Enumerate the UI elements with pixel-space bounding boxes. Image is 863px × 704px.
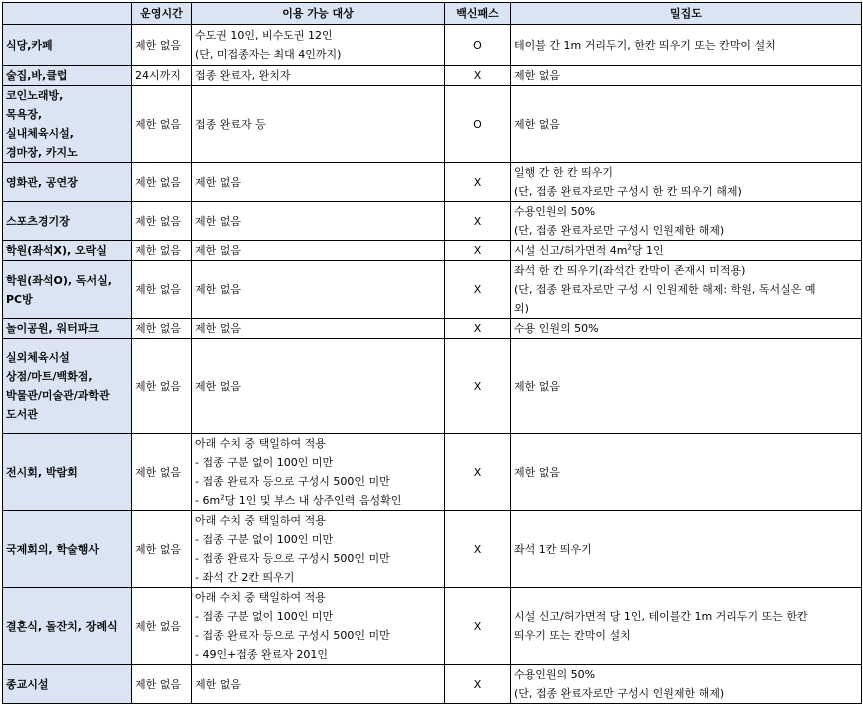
density-rule-line: 띄우기 또는 칸막이 설치	[514, 629, 631, 642]
operating-hours: 제한 없음	[132, 241, 192, 261]
eligible-target-line: 제한 없음	[195, 283, 242, 296]
density-rule-line: 외)	[514, 302, 529, 315]
table-row	[3, 588, 862, 665]
facility-category	[3, 665, 132, 704]
facility-category-line: 영화관, 공연장	[6, 175, 78, 189]
eligible-target	[192, 434, 445, 511]
operating-hours: 제한 없음	[132, 319, 192, 339]
density-rule-line: 제한 없음	[514, 465, 561, 479]
density-rule-line: (단, 접종 완료자로만 구성 시 인원제한 해제: 학원, 독서실은 예	[514, 283, 816, 296]
table-row	[3, 434, 862, 511]
restriction-table	[2, 2, 862, 704]
density-rule-line: (단, 접종 완료자로만 구성시 인원제한 해제)	[514, 687, 725, 700]
eligible-target	[192, 25, 445, 66]
eligible-target-line: 접종 완료자 등	[195, 117, 266, 131]
table-row	[3, 319, 862, 339]
density-rule-line: 제한 없음	[514, 117, 561, 131]
facility-category-line: 식당,카페	[6, 38, 53, 52]
facility-category-line: 실내체육시설,	[6, 127, 74, 140]
eligible-target-line: - 49인+접종 완료자 201인	[195, 648, 329, 661]
eligible-target	[192, 66, 445, 86]
vaccine-pass-mark: X	[445, 66, 511, 86]
facility-category-line: PC방	[6, 292, 33, 306]
eligible-target-line: 제한 없음	[195, 244, 242, 257]
eligible-target-line: - 접종 구분 없이 100인 미만	[195, 456, 334, 469]
density-rule-line: 제한 없음	[514, 379, 561, 393]
density-rule	[511, 588, 862, 665]
operating-hours: 제한 없음	[132, 163, 192, 202]
operating-hours: 제한 없음	[132, 588, 192, 665]
facility-category	[3, 261, 132, 319]
vaccine-pass-mark: X	[445, 163, 511, 202]
eligible-target-line: - $6m^2$당 1인 및 부스 내 상주인력 음성확인	[195, 493, 402, 507]
eligible-target-line: 제한 없음	[195, 175, 242, 189]
eligible-target-line: - 접종 완료자 등으로 구성시 500인 미만	[195, 475, 390, 488]
eligible-target	[192, 202, 445, 241]
eligible-target-line: 아래 수치 중 택일하여 적용	[195, 514, 326, 527]
density-rule-line: 수용인원의 50%	[514, 205, 596, 218]
eligible-target-line: - 좌석 간 2칸 띄우기	[195, 571, 295, 584]
eligible-target	[192, 665, 445, 704]
facility-category	[3, 434, 132, 511]
operating-hours: 제한 없음	[132, 511, 192, 588]
eligible-target-line: 제한 없음	[195, 677, 242, 691]
eligible-target-line: 아래 수치 중 택일하여 적용	[195, 591, 326, 604]
operating-hours: 제한 없음	[132, 665, 192, 704]
header-hours: 운영시간	[132, 3, 192, 25]
eligible-target	[192, 588, 445, 665]
density-rule	[511, 202, 862, 241]
eligible-target-line: 제한 없음	[195, 214, 242, 228]
density-rule	[511, 163, 862, 202]
vaccine-pass-mark: X	[445, 319, 511, 339]
operating-hours: 제한 없음	[132, 261, 192, 319]
header-target: 이용 가능 대상	[192, 3, 445, 25]
density-rule	[511, 241, 862, 261]
density-rule-line: 시설 신고/허가면적 당 1인, 테이블간 1m 거리두기 또는 한칸	[514, 610, 808, 623]
density-rule	[511, 434, 862, 511]
density-rule	[511, 86, 862, 163]
eligible-target-line: - 접종 구분 없이 100인 미만	[195, 610, 334, 623]
facility-category-line: 종교시설	[6, 677, 49, 691]
facility-category	[3, 202, 132, 241]
density-rule	[511, 261, 862, 319]
vaccine-pass-mark: X	[445, 434, 511, 511]
density-rule-line: (단, 접종 완료자로만 구성시 한 칸 띄우기 해제)	[514, 185, 742, 198]
eligible-target-line: - 접종 완료자 등으로 구성시 500인 미만	[195, 629, 390, 642]
table-row	[3, 665, 862, 704]
facility-category-line: 경마장, 카지노	[6, 146, 78, 159]
density-rule	[511, 25, 862, 66]
vaccine-pass-mark: X	[445, 261, 511, 319]
vaccine-pass-mark: O	[445, 86, 511, 163]
facility-category	[3, 25, 132, 66]
facility-category-line: 목욕장,	[6, 108, 43, 121]
facility-category-line: 상점/마트/백화점,	[6, 370, 93, 383]
operating-hours: 제한 없음	[132, 339, 192, 434]
density-rule-line: (단, 접종 완료자로만 구성시 인원제한 해제)	[514, 224, 725, 237]
facility-category	[3, 319, 132, 339]
table-row	[3, 66, 862, 86]
eligible-target-line: - 접종 완료자 등으로 구성시 500인 미만	[195, 552, 390, 565]
eligible-target	[192, 319, 445, 339]
facility-category	[3, 588, 132, 665]
eligible-target	[192, 339, 445, 434]
density-rule-line: 테이블 간 1m 거리두기, 한칸 띄우기 또는 칸막이 설치	[514, 38, 776, 52]
facility-category-line: 결혼식, 돌잔치, 장례식	[6, 619, 118, 633]
vaccine-pass-mark: X	[445, 665, 511, 704]
vaccine-pass-mark: X	[445, 241, 511, 261]
facility-category-line: 술집,바,클럽	[6, 69, 68, 82]
density-rule	[511, 66, 862, 86]
facility-category-line: 도서관	[6, 408, 38, 421]
facility-category	[3, 511, 132, 588]
facility-category	[3, 163, 132, 202]
vaccine-pass-mark: X	[445, 511, 511, 588]
density-rule	[511, 511, 862, 588]
header-vaccine-pass: 백신패스	[445, 3, 511, 25]
table-row	[3, 339, 862, 434]
facility-category-line: 코인노래방,	[6, 89, 64, 102]
facility-category-line: 스포츠경기장	[6, 214, 70, 228]
table-row	[3, 241, 862, 261]
density-rule-line: 시설 신고/허가면적 $4m^2$당 1인	[514, 243, 664, 257]
vaccine-pass-mark: X	[445, 588, 511, 665]
density-rule	[511, 665, 862, 704]
density-rule-line: 제한 없음	[514, 69, 561, 82]
facility-category	[3, 339, 132, 434]
facility-category-line: 국제회의, 학술행사	[6, 542, 100, 556]
facility-category	[3, 86, 132, 163]
eligible-target	[192, 511, 445, 588]
table-row	[3, 163, 862, 202]
facility-category-line: 실외체육시설	[6, 351, 70, 364]
facility-category-line: 박물관/미술관/과학관	[6, 389, 110, 402]
vaccine-pass-mark: X	[445, 339, 511, 434]
density-rule-line: 일행 간 한 칸 띄우기	[514, 166, 613, 179]
eligible-target-line: - 접종 구분 없이 100인 미만	[195, 533, 334, 546]
eligible-target-line: 아래 수치 중 택일하여 적용	[195, 437, 326, 450]
header-category	[3, 3, 132, 25]
table-row	[3, 511, 862, 588]
density-rule-line: 좌석 1칸 띄우기	[514, 542, 592, 556]
operating-hours: 제한 없음	[132, 434, 192, 511]
density-rule-line: 수용인원의 50%	[514, 668, 596, 681]
table-row	[3, 86, 862, 163]
eligible-target	[192, 86, 445, 163]
facility-category	[3, 241, 132, 261]
eligible-target-line: 제한 없음	[195, 379, 242, 393]
operating-hours: 제한 없음	[132, 202, 192, 241]
table-row	[3, 202, 862, 241]
facility-category-line: 놀이공원, 워터파크	[6, 322, 100, 335]
eligible-target	[192, 163, 445, 202]
facility-category-line: 학원(좌석X), 오락실	[6, 244, 107, 257]
vaccine-pass-mark: O	[445, 25, 511, 66]
table-row	[3, 261, 862, 319]
facility-category	[3, 66, 132, 86]
operating-hours: 24시까지	[132, 66, 192, 86]
eligible-target-line: (단, 미접종자는 최대 4인까지)	[195, 48, 342, 61]
facility-category-line: 학원(좌석O), 독서실,	[6, 273, 112, 287]
operating-hours: 제한 없음	[132, 25, 192, 66]
facility-category-line: 전시회, 박람회	[6, 465, 78, 479]
eligible-target	[192, 241, 445, 261]
density-rule	[511, 339, 862, 434]
table-row	[3, 25, 862, 66]
operating-hours: 제한 없음	[132, 86, 192, 163]
vaccine-pass-mark: X	[445, 202, 511, 241]
eligible-target	[192, 261, 445, 319]
density-rule	[511, 319, 862, 339]
eligible-target-line: 제한 없음	[195, 322, 242, 335]
header-row	[3, 3, 862, 25]
density-rule-line: 좌석 한 칸 띄우기(좌석간 칸막이 존재시 미적용)	[514, 264, 746, 277]
eligible-target-line: 접종 완료자, 완치자	[195, 69, 291, 82]
density-rule-line: 수용 인원의 50%	[514, 322, 599, 335]
eligible-target-line: 수도권 10인, 비수도권 12인	[195, 29, 333, 42]
header-density: 밀집도	[511, 3, 862, 25]
